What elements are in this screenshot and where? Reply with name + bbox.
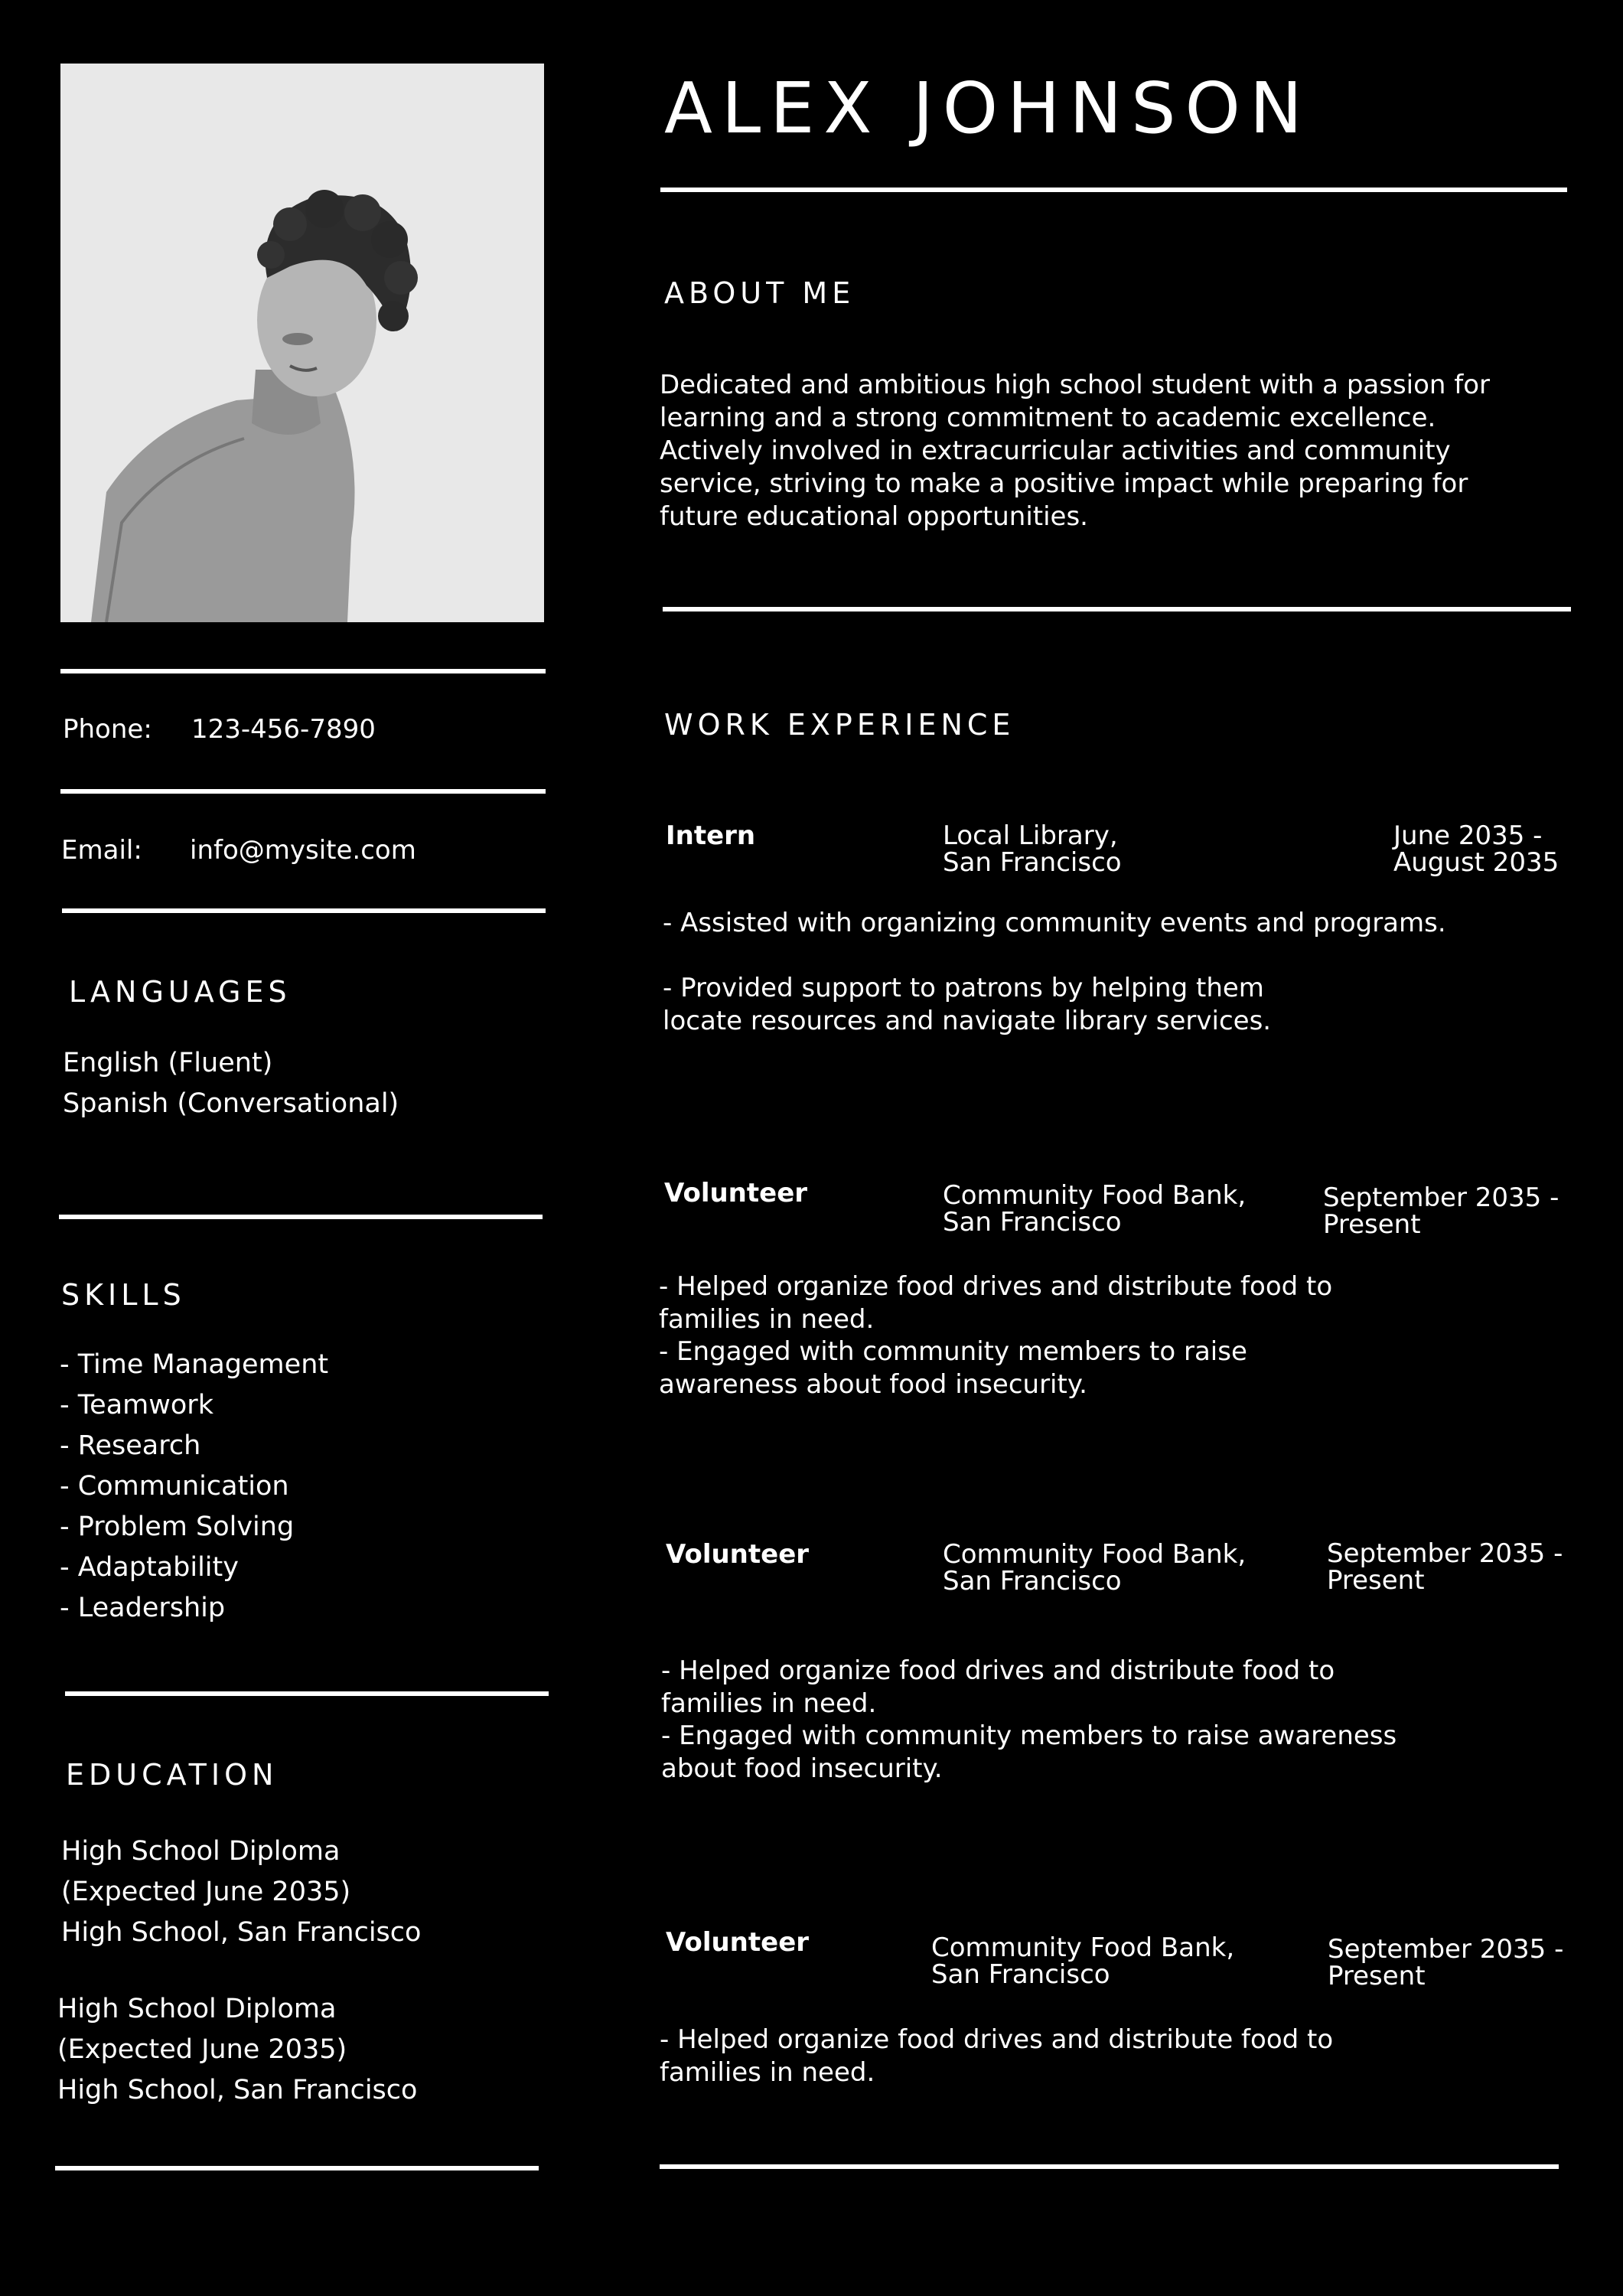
job-title: Volunteer — [664, 1178, 808, 1208]
list-item: - Adaptability — [60, 1552, 239, 1583]
page-title: ALEX JOHNSON — [664, 67, 1312, 149]
org-location: San Francisco — [931, 1959, 1110, 1990]
job-bullet: - Helped organize food drives and distribute food to families in need. — [661, 1655, 1335, 1719]
list-item: - Teamwork — [60, 1390, 213, 1420]
org-name: Community Food Bank, — [943, 1180, 1247, 1211]
education-date: (Expected June 2035) — [57, 2034, 347, 2065]
date-end: Present — [1327, 1565, 1425, 1596]
org-location: San Francisco — [943, 847, 1122, 878]
languages-heading: LANGUAGES — [69, 975, 292, 1009]
portrait-illustration — [60, 64, 544, 622]
divider — [59, 1215, 543, 1219]
divider — [663, 607, 1571, 612]
job-role — [664, 1178, 807, 1208]
work-heading: WORK EXPERIENCE — [664, 708, 1015, 742]
date-start: June 2035 - — [1393, 820, 1543, 851]
divider — [660, 188, 1567, 192]
job-role — [666, 1927, 809, 1958]
date-end: Present — [1328, 1961, 1426, 1991]
job-dates — [1328, 1936, 1563, 1990]
skills-list — [60, 1345, 328, 1629]
divider — [62, 908, 546, 913]
divider — [55, 2166, 539, 2170]
job-dates — [1323, 1182, 1559, 1240]
job-title: Intern — [666, 820, 756, 851]
education-entry — [57, 1989, 417, 2111]
education-heading: EDUCATION — [66, 1758, 279, 1792]
date-start: September 2035 - — [1323, 1182, 1559, 1213]
job-bullet: - Engaged with community members to raise awareness about food insecurity. — [661, 1720, 1397, 1784]
divider — [60, 789, 546, 794]
education-degree: High School Diploma — [57, 1994, 337, 2024]
date-start: September 2035 - — [1328, 1934, 1564, 1965]
phone-value: 123-456-7890 — [191, 714, 376, 745]
list-item: - Leadership — [60, 1593, 226, 1623]
divider — [65, 1691, 549, 1696]
org-name: Local Library, — [943, 820, 1118, 851]
org-name: Community Food Bank, — [943, 1539, 1247, 1570]
job-title: Volunteer — [666, 1539, 810, 1570]
profile-photo — [60, 64, 544, 622]
list-item: English (Fluent) — [63, 1048, 273, 1078]
job-organization — [943, 1541, 1246, 1595]
date-end: August 2035 — [1393, 847, 1559, 878]
job-title: Volunteer — [666, 1927, 810, 1958]
education-date: (Expected June 2035) — [61, 1877, 351, 1907]
phone-label: Phone: — [63, 714, 152, 745]
about-heading: ABOUT ME — [664, 276, 855, 310]
job-bullet: - Helped organize food drives and distribute food to families in need. — [660, 2024, 1334, 2088]
education-degree: High School Diploma — [61, 1836, 341, 1867]
date-end: Present — [1323, 1209, 1421, 1240]
org-location: San Francisco — [943, 1566, 1122, 1596]
languages-list — [63, 1043, 399, 1124]
skills-heading: SKILLS — [61, 1278, 186, 1312]
date-start: September 2035 - — [1327, 1538, 1563, 1569]
job-role — [666, 1539, 809, 1570]
divider — [660, 2164, 1559, 2169]
job-organization — [943, 1182, 1246, 1236]
job-bullet: - Assisted with organizing community events and programs. — [663, 908, 1446, 938]
job-bullet: - Helped organize food drives and distribute food to families in need. — [659, 1271, 1333, 1335]
about-text: Dedicated and ambitious high school student with a passion for learning and a strong commitment to academic excellence. Actively involved in extracurricular activities and community service, striving to make a positive impact while preparing for future educational opportunities. — [660, 370, 1491, 532]
list-item: Spanish (Conversational) — [63, 1088, 399, 1119]
job-role — [666, 820, 755, 851]
list-item: - Research — [60, 1430, 201, 1461]
org-location: San Francisco — [943, 1207, 1122, 1238]
list-item: - Problem Solving — [60, 1512, 295, 1542]
divider — [60, 669, 546, 673]
email-label: Email: — [61, 835, 142, 866]
education-school: High School, San Francisco — [61, 1917, 422, 1948]
org-name: Community Food Bank, — [931, 1932, 1235, 1963]
job-dates — [1393, 820, 1559, 878]
job-bullet: - Engaged with community members to raise awareness about food insecurity. — [659, 1336, 1247, 1400]
job-organization — [931, 1932, 1235, 1990]
list-item: - Time Management — [60, 1349, 329, 1380]
education-entry — [61, 1831, 421, 1953]
job-bullet: - Provided support to patrons by helping them locate resources and navigate library services. — [663, 973, 1272, 1036]
job-dates — [1327, 1538, 1563, 1596]
job-organization — [943, 820, 1122, 878]
education-school: High School, San Francisco — [57, 2075, 418, 2105]
list-item: - Communication — [60, 1471, 289, 1502]
email-value: info@mysite.com — [190, 835, 416, 866]
